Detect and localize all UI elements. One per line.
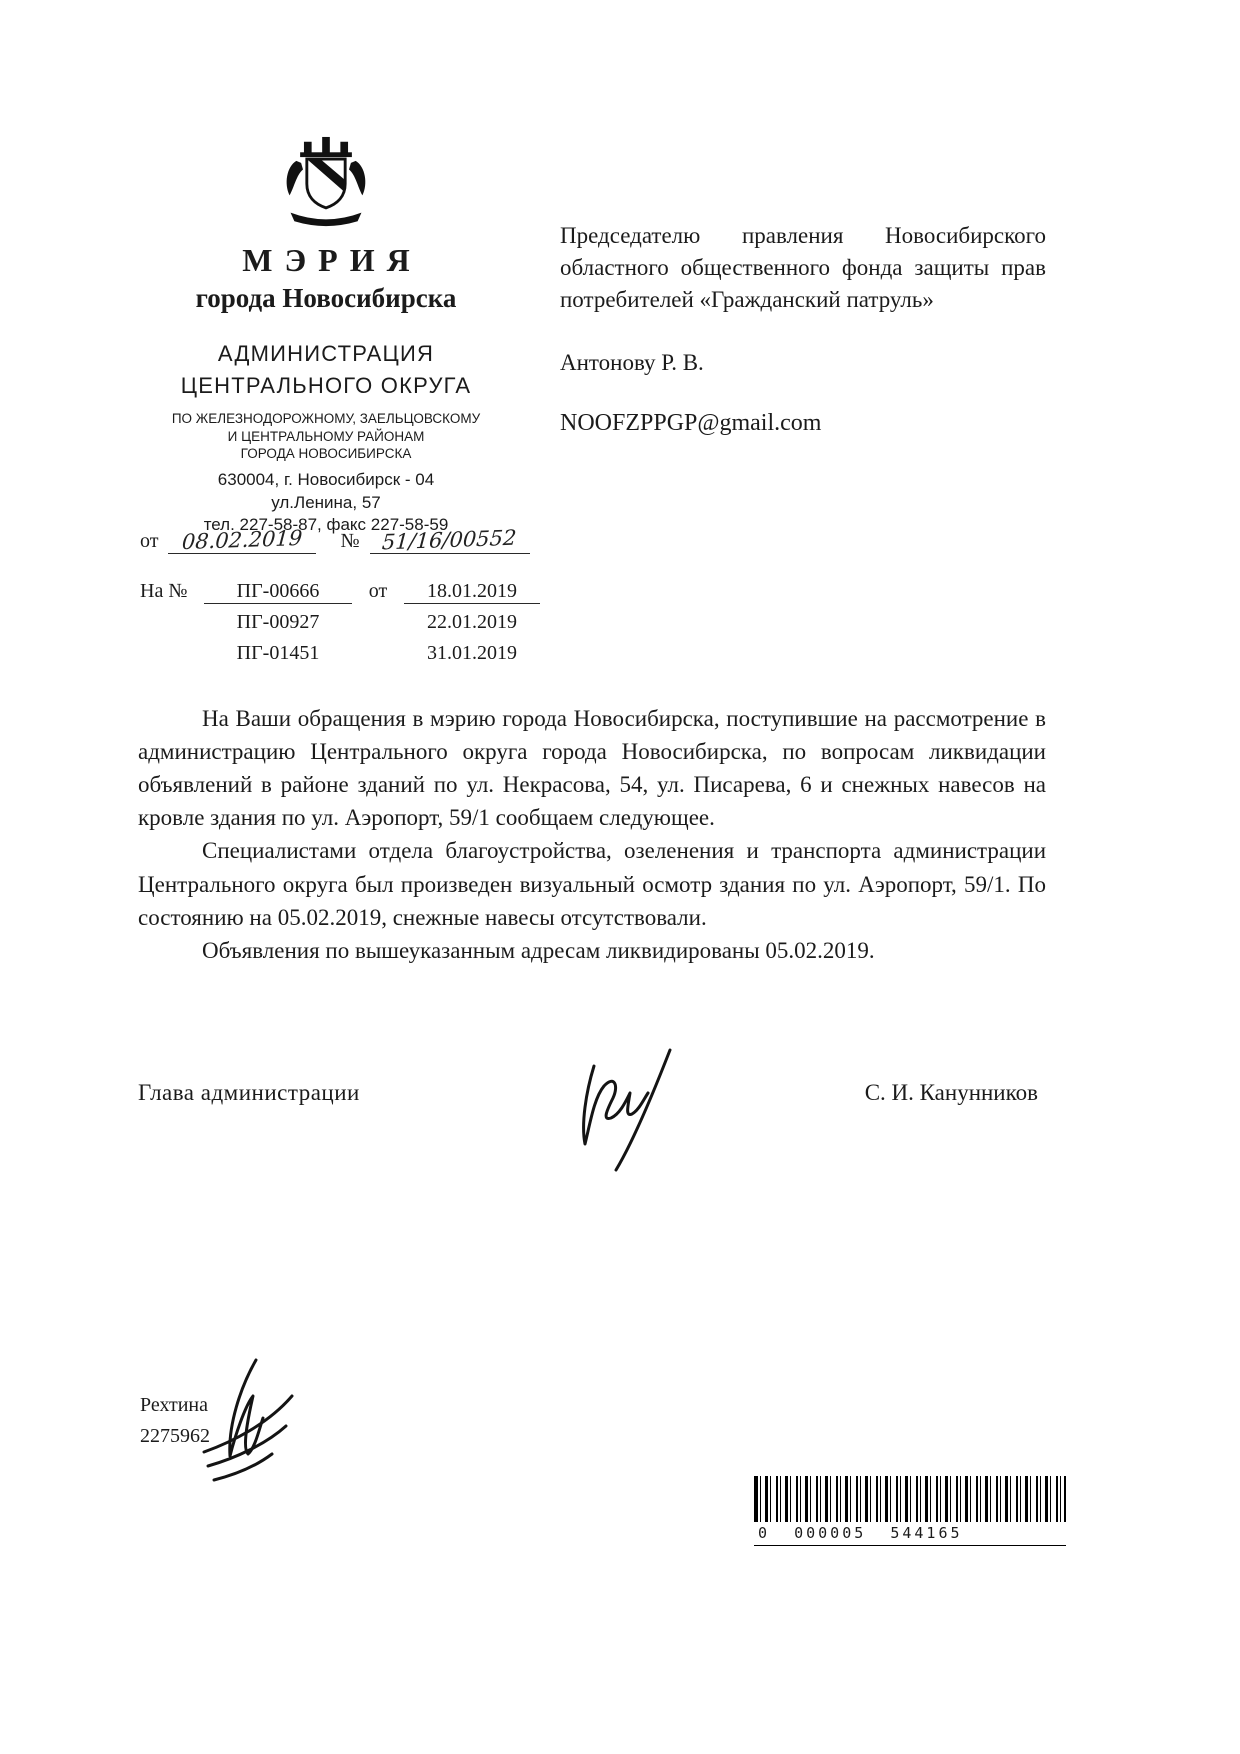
org-name-line1: МЭРИЯ <box>242 242 422 278</box>
incoming-date: 22.01.2019 <box>427 611 517 633</box>
body-paragraph-2: Специалистами отдела благоустройства, озеленения и транспорта администрации Центрального округа был произведен визуальный осмотр здания по ул. Аэропорт, 59/1. По состоянию на 05.02.2019, снежные навесы отсутствовали. <box>138 838 1046 930</box>
outgoing-number-field <box>370 525 530 555</box>
executor-phone: 2275962 <box>140 1425 210 1447</box>
incoming-number: ПГ-00666 <box>204 580 352 604</box>
incoming-date: 18.01.2019 <box>404 580 540 604</box>
department-name <box>120 338 532 402</box>
from-label: от <box>140 530 159 552</box>
signer-name: С. И. Канунников <box>864 1080 1038 1105</box>
outgoing-date-field <box>168 525 316 555</box>
novosibirsk-city-emblem-icon <box>278 136 374 228</box>
signature-row <box>138 1066 1046 1206</box>
executor-name: Рехтина <box>140 1394 208 1416</box>
recipient-title: Председателю правления Новосибирского областного общественного фонда защиты прав потребителей «Гражданский патруль» <box>560 223 1046 313</box>
incoming-number: ПГ-00927 <box>236 611 320 633</box>
address-line3: тел. 227-58-87, факс 227-58-59 <box>203 515 449 535</box>
district-lines <box>120 410 532 463</box>
reply-reference-row <box>140 611 540 642</box>
address-line2: ул.Ленина, 57 <box>271 492 381 512</box>
recipient-block <box>560 220 1046 440</box>
reply-ot-label: от <box>368 580 388 602</box>
incoming-date: 31.01.2019 <box>427 642 517 664</box>
recipient-email: NOOFZPPGP@gmail.com <box>560 409 822 436</box>
recipient-name: Антонову Р. В. <box>560 349 704 375</box>
barcode-digits: 0 000005 544165 <box>754 1522 1066 1546</box>
number-label: № <box>340 530 360 552</box>
department-line2: ЦЕНТРАЛЬНОГО ОКРУГА <box>180 372 472 398</box>
district-line3: ГОРОДА НОВОСИБИРСКА <box>240 446 412 462</box>
handwritten-outgoing-date: 08.02.2019 <box>181 525 304 555</box>
executor-signature-ink <box>190 1352 320 1502</box>
incoming-number: ПГ-01451 <box>236 642 320 664</box>
department-line1: АДМИНИСТРАЦИЯ <box>217 341 435 366</box>
letter-body <box>138 702 1046 967</box>
letterhead <box>120 136 532 537</box>
barcode-bars <box>754 1476 1066 1522</box>
reply-reference-row <box>140 642 540 673</box>
signer-position: Глава администрации <box>138 1080 360 1105</box>
body-paragraph-1: На Ваши обращения в мэрию города Новосибирска, поступившие на рассмотрение в администрацию Центрального округа города Новосибирска, по вопросам ликвидации объявлений в районе зданий по ул. Некрасова, 54, ул. Писарева, 6 и снежных навесов на кровле здания по ул. Аэропорт, 59/1 сообщаем следующее. <box>138 706 1046 831</box>
org-name-line2: города Новосибирска <box>195 283 457 313</box>
document-barcode <box>754 1476 1066 1546</box>
reply-label: На № <box>140 580 188 602</box>
reply-reference-block <box>140 580 540 673</box>
head-signature-ink <box>566 1044 726 1180</box>
handwritten-outgoing-number: 51/16/00552 <box>381 525 518 555</box>
address-line1: 630004, г. Новосибирск - 04 <box>217 470 435 490</box>
reply-reference-row <box>140 580 540 611</box>
district-line2: И ЦЕНТРАЛЬНОМУ РАЙОНАМ <box>227 428 425 444</box>
body-paragraph-3: Объявления по вышеуказанным адресам ликвидированы 05.02.2019. <box>202 937 875 963</box>
district-line1: ПО ЖЕЛЕЗНОДОРОЖНОМУ, ЗАЕЛЬЦОВСКОМУ <box>171 410 481 426</box>
